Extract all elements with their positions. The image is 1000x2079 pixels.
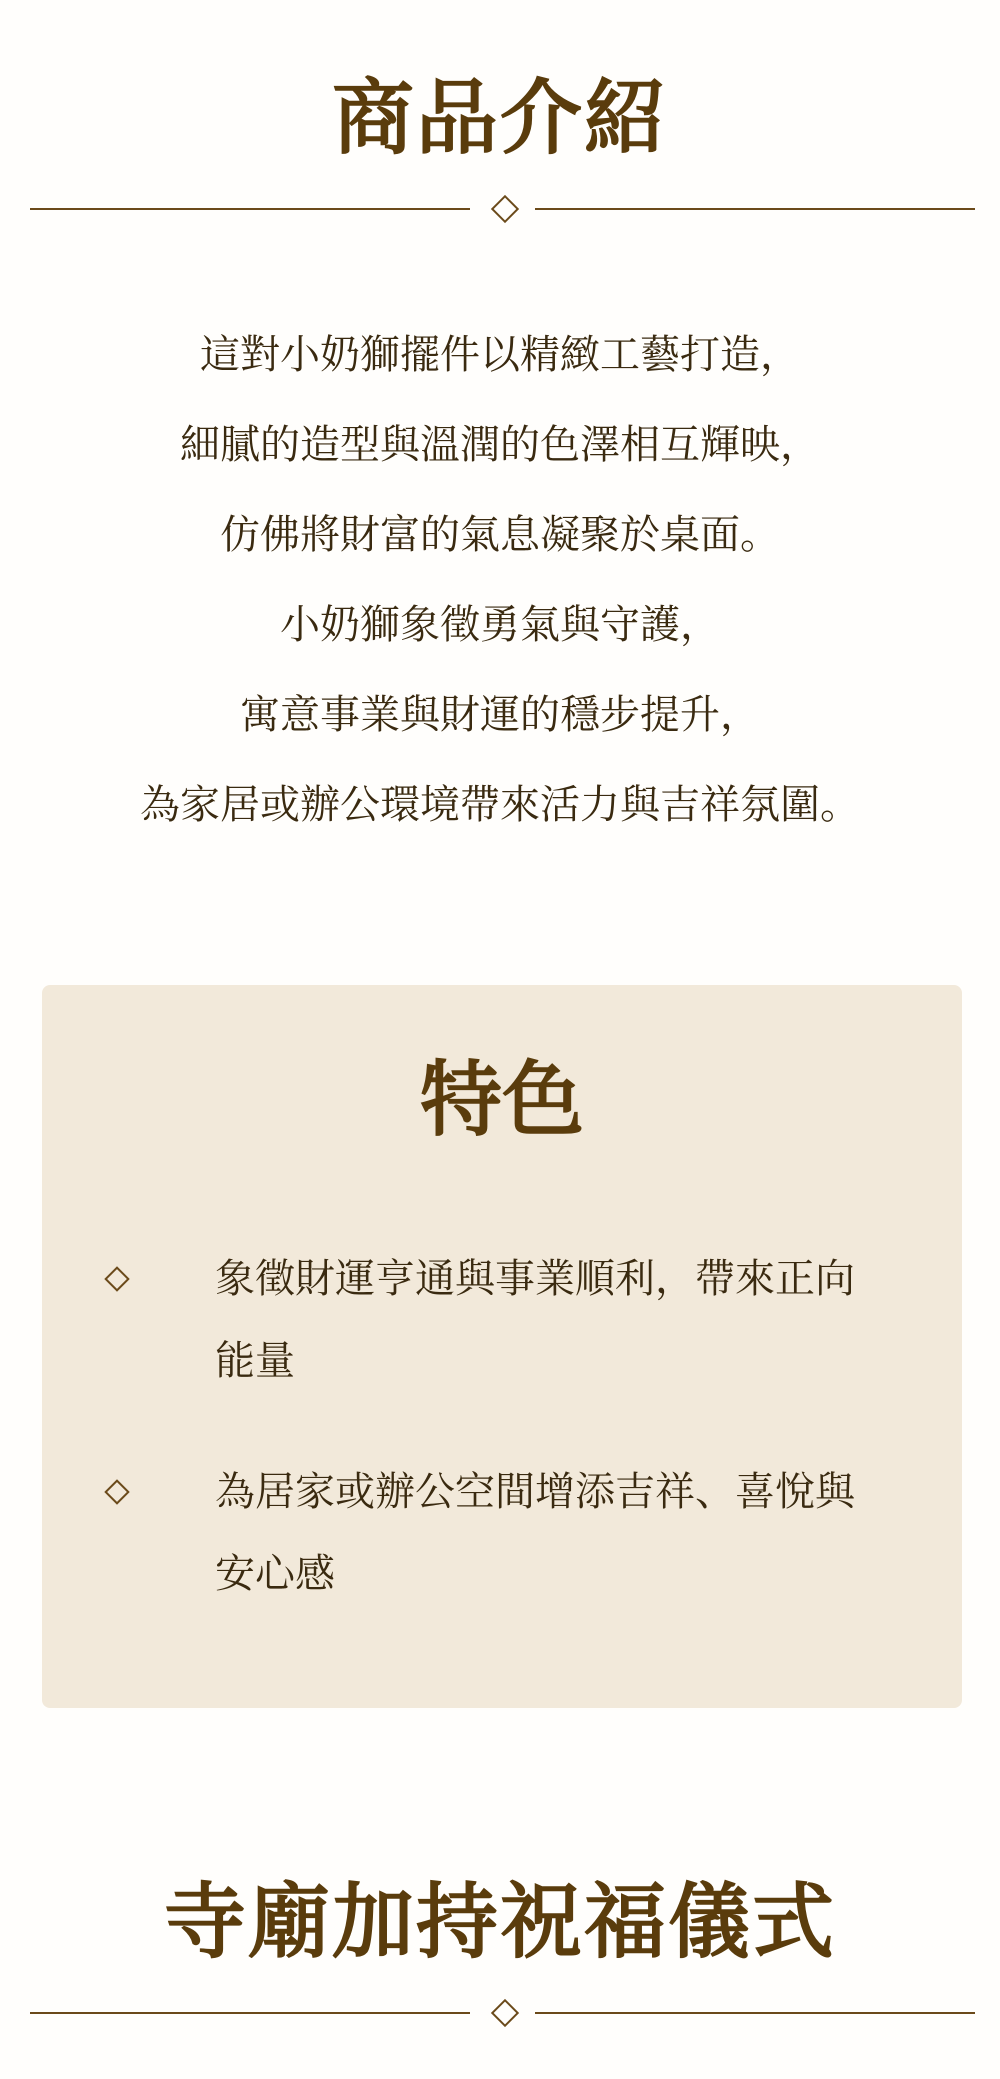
diamond-icon <box>491 195 519 223</box>
product-intro-title: 商品介紹 <box>331 70 668 166</box>
section-divider <box>30 1998 975 2028</box>
divider-line-right <box>535 208 975 210</box>
ritual-title: 寺廟加持祝福儀式 <box>163 1874 836 1970</box>
product-intro-text <box>0 310 1000 850</box>
feature-item-text: 象徵財運亨通與事業順利，帶來正向能量 <box>215 1256 855 1384</box>
features-title: 特色 <box>419 1052 584 1148</box>
intro-line: 細膩的造型與溫潤的色澤相互輝映， <box>180 422 820 468</box>
feature-item-text: 為居家或辦公空間增添吉祥、喜悅與安心感 <box>215 1469 855 1597</box>
diamond-icon <box>491 1999 519 2027</box>
intro-line: 小奶獅象徵勇氣與守護， <box>280 602 720 648</box>
section-divider <box>30 194 975 224</box>
intro-line: 仿佛將財富的氣息凝聚於桌面。 <box>220 512 780 558</box>
divider-line-right <box>535 2012 975 2014</box>
diamond-bullet-icon <box>104 1266 129 1291</box>
intro-line: 為家居或辦公環境帶來活力與吉祥氛圍。 <box>140 782 860 828</box>
intro-line: 這對小奶獅擺件以精緻工藝打造， <box>200 332 800 378</box>
intro-line: 寓意事業與財運的穩步提升， <box>240 692 760 738</box>
diamond-bullet-icon <box>104 1479 129 1504</box>
divider-line-left <box>30 208 470 210</box>
features-panel <box>42 985 962 1708</box>
divider-line-left <box>30 2012 470 2014</box>
